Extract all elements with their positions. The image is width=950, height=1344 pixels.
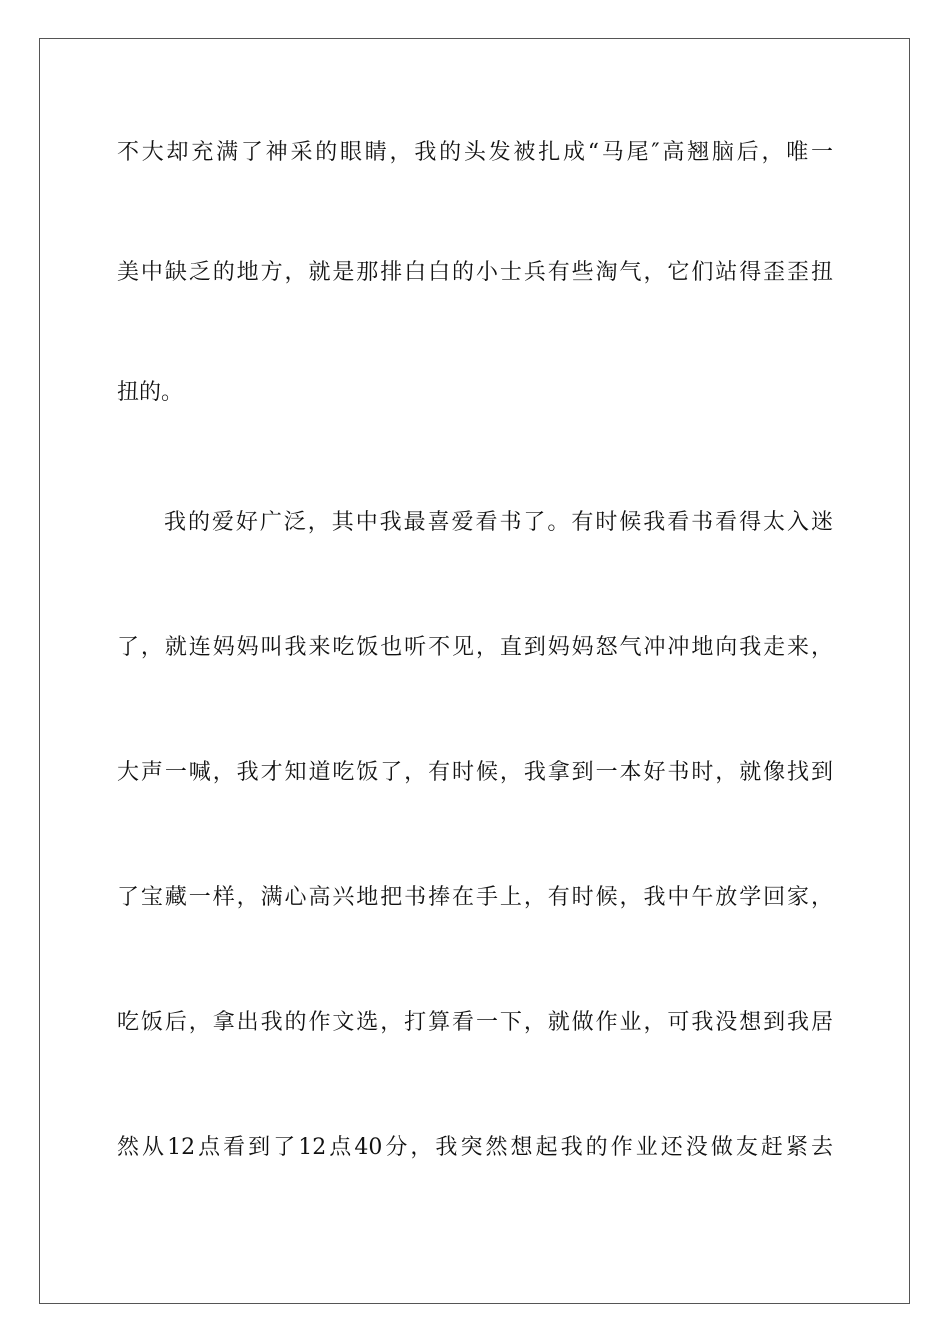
- paragraph-line-5: 了，就连妈妈叫我来吃饭也听不见，直到妈妈怒气冲冲地向我走来，: [117, 635, 833, 660]
- paragraph-line-2: 美中缺乏的地方，就是那排白白的小士兵有些淘气，它们站得歪歪扭: [117, 260, 833, 285]
- paragraph-line-8: 吃饭后，拿出我的作文选，打算看一下，就做作业，可我没想到我居: [117, 1010, 833, 1035]
- paragraph-line-6: 大声一喊，我才知道吃饭了，有时候，我拿到一本好书时，就像找到: [117, 760, 833, 785]
- paragraph-line-9: 然从12点看到了12点40分，我突然想起我的作业还没做友赶紧去: [117, 1135, 833, 1160]
- paragraph-line-7: 了宝藏一样，满心高兴地把书捧在手上，有时候，我中午放学回家，: [117, 885, 833, 910]
- paragraph-line-3: 扭的。: [117, 380, 184, 405]
- page-border: [39, 38, 910, 1304]
- paragraph-line-1: 不大却充满了神采的眼睛，我的头发被扎成“马尾″高翘脑后，唯一: [117, 140, 833, 165]
- paragraph-line-4: 我的爱好广泛，其中我最喜爱看书了。有时候我看书看得太入迷: [164, 510, 833, 535]
